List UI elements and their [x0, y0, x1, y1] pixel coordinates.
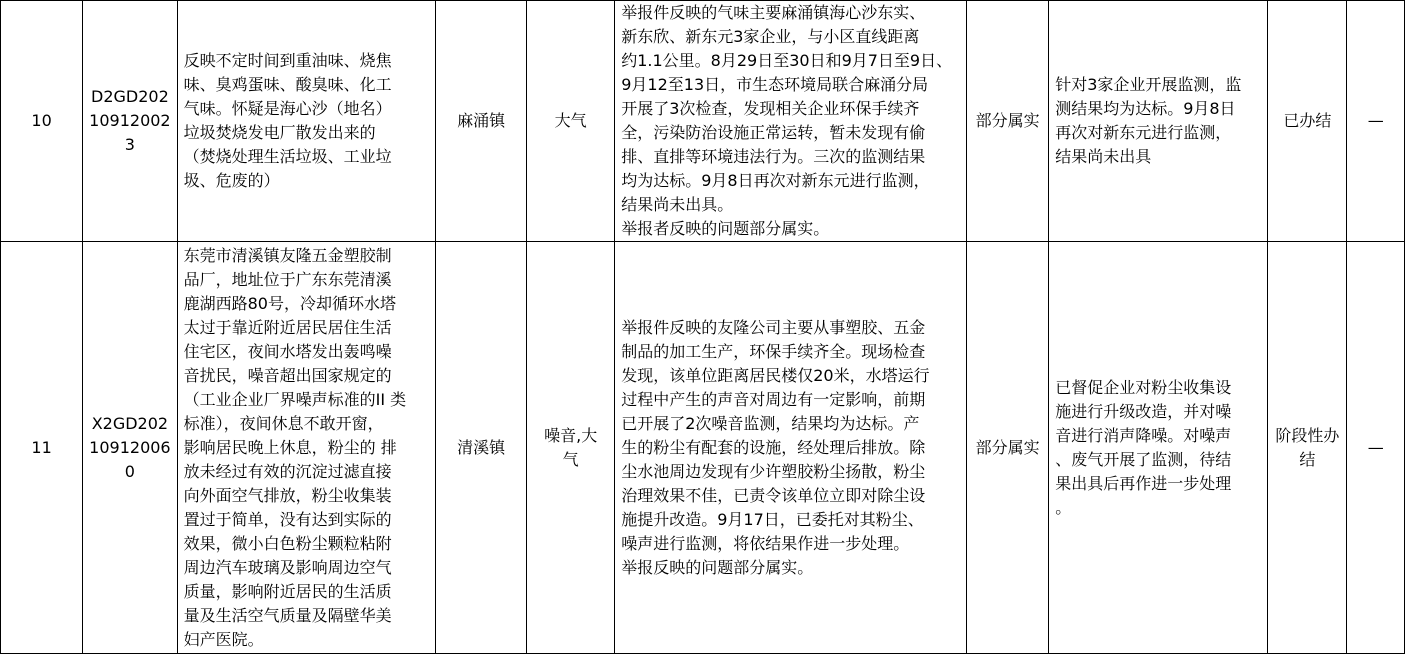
remark: —	[1347, 242, 1405, 654]
action-text: 已督促企业对粉尘收集设 施进行升级改造，并对噪 音进行消声降噪。对噪声 、废气开展了监测，待结 果出具后再作进一步处理 。	[1055, 377, 1232, 517]
complaint-content	[177, 1, 436, 242]
status-text: 已办结	[1283, 111, 1332, 130]
complaint-text: 反映不定时间到重油味、烧焦 味、臭鸡蛋味、酸臭味、化工 气味。怀疑是海心沙（地名） 垃圾焚烧发电厂散发出来的 （焚烧处理生活垃圾、工业垃 圾、危废的）	[183, 51, 392, 190]
case-code-line: 10912006	[89, 437, 171, 457]
case-code-line: 3	[124, 135, 135, 154]
action-taken	[1049, 1, 1268, 242]
category-text: 噪音,大 气	[544, 425, 598, 469]
investigation-result	[615, 1, 967, 242]
status-text: 阶段性办 结	[1275, 425, 1340, 469]
town: 清溪镇	[436, 242, 527, 654]
table-row	[1, 1, 1405, 242]
action-taken	[1049, 242, 1268, 654]
complaint-content	[177, 242, 436, 654]
status	[1268, 1, 1347, 242]
category-text: 大气	[554, 111, 587, 130]
investigation-text: 举报件反映的气味主要麻涌镇海心沙东实、 新东欣、新东元3家企业，与小区直线距离 约1.1公里。8月29日至30日和9月7日至9日、 9月12至13日，市生态环境局联合麻涌分局 开展了3次检查，发现相关企业环保手续齐 全，污染防治设施正常运转，暂未发现有偷 排、直排等环境违法行为。三次的监测结果 均为达标。9月8日再次对新东元进行监测， 结果尚未出具。 举报者反映的问题部分属实。	[621, 3, 953, 238]
status	[1268, 242, 1347, 654]
pollution-category	[527, 1, 615, 242]
row-number: 11	[1, 242, 83, 654]
town: 麻涌镇	[436, 1, 527, 242]
case-code-line: 10912002	[89, 111, 171, 130]
investigation-text: 举报件反映的友隆公司主要从事塑胶、五金 制品的加工生产，环保手续齐全。现场检查 发现，该单位距离居民楼仅20米，水塔运行 过程中产生的声音对周边有一定影响，前期 已开展了2次噪音监测，结果均为达标。产 生的粉尘有配套的设施，经处理后排放。除 尘水池周边发现有少许塑胶粉尘扬散，粉尘 治理效果不佳，已责令该单位立即对除尘设 施提升改造。9月17日，已委托对其粉尘、 噪声进行监测，将依结果作进一步处理。 举报反映的问题部分属实。	[621, 317, 930, 577]
case-code	[83, 1, 177, 242]
action-text: 针对3家企业开展监测，监 测结果均为达标。9月8日 再次对新东元进行监测， 结果尚未出具	[1055, 75, 1242, 166]
pollution-category	[527, 242, 615, 654]
complaint-text: 东莞市清溪镇友隆五金塑胶制 品厂，地址位于广东东莞清溪 鹿湖西路80号，冷却循环水塔 太过于靠近附近居民居住生活 住宅区，夜间水塔发出轰鸣噪 音扰民，噪音超出国家规定的 （工业企业厂界噪声标准的II 类 标准），夜间休息不敢开窗， 影响居民晚上休息，粉尘的 排 放未经过有效的沉淀过滤直接 向外面空气排放，粉尘收集装 置过于简单，没有达到实际的 效果，微小白色粉尘颗粒粘附 周边汽车玻璃及影响周边空气 质量，影响附近居民的生活质 量及生活空气质量及隔壁华美 妇产医院。	[183, 245, 407, 649]
verdict: 部分属实	[967, 1, 1049, 242]
verdict: 部分属实	[967, 242, 1049, 654]
investigation-result	[615, 242, 967, 654]
case-code-line: X2GD202	[91, 413, 169, 433]
case-code-line: 0	[124, 461, 135, 481]
remark: —	[1347, 1, 1405, 242]
case-code-line: D2GD202	[91, 87, 169, 106]
row-number: 10	[1, 1, 83, 242]
case-code	[83, 242, 177, 654]
table-row	[1, 242, 1405, 654]
